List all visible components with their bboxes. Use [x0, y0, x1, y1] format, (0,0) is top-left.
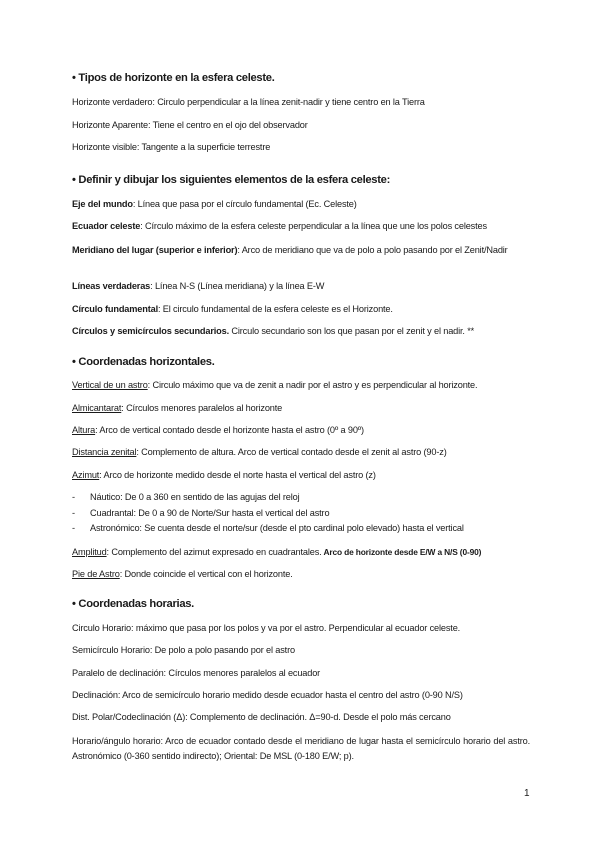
paragraph-amplitud	[72, 547, 481, 557]
list-item-text: Astronómico: Se cuenta desde el norte/sur (desde el pto cardinal polo elevado) hasta el vertical	[90, 523, 464, 533]
paragraph-almicantarat	[72, 403, 282, 413]
paragraph-horizonte-aparente: Horizonte Aparente: Tiene el centro en el ojo del observador	[72, 120, 308, 130]
term-azimut: Azimut	[72, 470, 100, 480]
term-amplitud: Amplitud	[72, 547, 107, 557]
text-meridiano-del-lugar: : Arco de meridiano que va de polo a polo pasando por el Zenit/Nadir	[237, 245, 508, 255]
text-vertical-astro: : Circulo máximo que va de zenit a nadir por el astro y es perpendicular al horizonte.	[147, 380, 478, 390]
term-ecuador-celeste: Ecuador celeste	[72, 221, 141, 231]
paragraph-altura	[72, 425, 364, 435]
list-item-text: Cuadrantal: De 0 a 90 de Norte/Sur hasta el vertical del astro	[90, 508, 330, 518]
text-circulos-secundarios: Circulo secundario son los que pasan por el zenit y el nadir. **	[228, 326, 475, 336]
paragraph-circulo-fundamental	[72, 304, 393, 314]
term-almicantarat: Almicantarat	[72, 403, 122, 413]
text-distancia-zenital: : Complemento de altura. Arco de vertical contado desde el zenit al astro (90-z)	[136, 447, 447, 457]
paragraph-eje-del-mundo	[72, 199, 357, 209]
paragraph-lineas-verdaderas	[72, 281, 324, 291]
term-eje-del-mundo: Eje del mundo	[72, 199, 133, 209]
paragraph-horizonte-visible: Horizonte visible: Tangente a la superficie terrestre	[72, 142, 271, 152]
term-vertical-astro: Vertical de un astro	[72, 380, 148, 390]
term-meridiano-del-lugar: Meridiano del lugar (superior e inferior)	[72, 245, 238, 255]
paragraph-circulo-horario: Circulo Horario: máximo que pasa por los polos y va por el astro. Perpendicular al ecuador celeste.	[72, 623, 461, 633]
paragraph-semicirculo-horario: Semicírculo Horario: De polo a polo pasando por el astro	[72, 645, 295, 655]
paragraph-horario-angulo-horario: Horario/ángulo horario: Arco de ecuador contado desde el meridiano de lugar hasta el semicírculo horario del astro. Astronómico (0-360 sentido indirecto); Oriental: De MSL (0-180 E/W; p).	[72, 736, 530, 761]
paragraph-distancia-zenital	[72, 447, 447, 457]
text-ecuador-celeste: : Círculo máximo de la esfera celeste perpendicular a la línea que une los polos celestes	[140, 221, 487, 231]
text-lineas-verdaderas: : Línea N-S (Línea meridiana) y la línea E-W	[150, 281, 325, 291]
term-pie-de-astro: Pie de Astro	[72, 569, 120, 579]
section-title-coordenadas-horizontales: • Coordenadas horizontales.	[72, 356, 215, 368]
paragraph-circulos-secundarios	[72, 326, 474, 336]
text-pie-de-astro: : Donde coincide el vertical con el horizonte.	[119, 569, 293, 579]
term-circulo-fundamental: Círculo fundamental	[72, 304, 158, 314]
page-number: 1	[524, 788, 530, 799]
text-azimut: : Arco de horizonte medido desde el norte hasta el vertical del astro (z)	[99, 470, 376, 480]
section-title-tipos-horizonte: • Tipos de horizonte en la esfera celeste.	[72, 72, 275, 84]
paragraph-pie-de-astro	[72, 569, 293, 579]
paragraph-declinacion: Declinación: Arco de semicírculo horario medido desde ecuador hasta el centro del astro (0-90 N/S)	[72, 690, 463, 700]
term-altura: Altura	[72, 425, 96, 435]
paragraph-horizonte-verdadero: Horizonte verdadero: Circulo perpendicular a la línea zenit-nadir y tiene centro en la Tierra	[72, 97, 425, 107]
paragraph-paralelo-declinacion: Paralelo de declinación: Círculos menores paralelos al ecuador	[72, 668, 321, 678]
list-item-text: Náutico: De 0 a 360 en sentido de las agujas del reloj	[90, 492, 300, 502]
term-distancia-zenital: Distancia zenital	[72, 447, 137, 457]
section-title-coordenadas-horarias: • Coordenadas horarias.	[72, 598, 194, 610]
term-lineas-verdaderas: Líneas verdaderas	[72, 281, 151, 291]
list-dash: -	[72, 523, 75, 533]
term-circulos-secundarios: Círculos y semicírculos secundarios.	[72, 326, 229, 336]
text-amplitud-bold: Arco de horizonte desde E/W a N/S (0-90)	[321, 547, 482, 557]
text-circulo-fundamental: : El circulo fundamental de la esfera celeste es el Horizonte.	[157, 304, 393, 314]
paragraph-meridiano-del-lugar	[72, 243, 530, 258]
text-amplitud: : Complemento del azimut expresado en cuadrantales.	[106, 547, 322, 557]
paragraph-distancia-polar: Dist. Polar/Codeclinación (Δ): Complemento de declinación. Δ=90-d. Desde el polo más cercano	[72, 712, 451, 722]
list-item-cuadrantal	[72, 508, 329, 518]
text-eje-del-mundo: : Línea que pasa por el círculo fundamental (Ec. Celeste)	[132, 199, 357, 209]
paragraph-azimut	[72, 470, 376, 480]
list-dash: -	[72, 508, 75, 518]
paragraph-ecuador-celeste	[72, 221, 487, 231]
list-item-astronomico	[72, 523, 464, 533]
list-dash: -	[72, 492, 75, 502]
section-title-esfera-celeste: • Definir y dibujar los siguientes elementos de la esfera celeste:	[72, 174, 390, 186]
text-almicantarat: : Círculos menores paralelos al horizonte	[121, 403, 283, 413]
text-altura: : Arco de vertical contado desde el horizonte hasta el astro (0º a 90º)	[95, 425, 364, 435]
paragraph-vertical-astro	[72, 380, 477, 390]
list-item-nautico	[72, 492, 299, 502]
